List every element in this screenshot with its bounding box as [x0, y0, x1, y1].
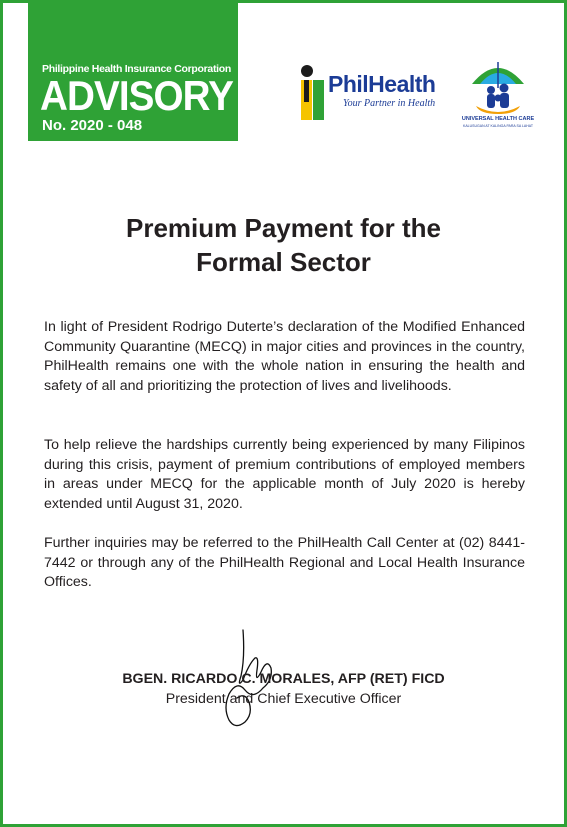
- document-title-line2: Formal Sector: [196, 247, 371, 277]
- paragraph-mecq: In light of President Rodrigo Duterte’s declaration of the Modified Enhanced Community Quarantine (MECQ) in major cities and provinces in the country, PhilHealth remains one with the whole nation in ensuring the health and safety of all and prioritizing the protection of lives and livelihoods.: [44, 319, 525, 394]
- philhealth-tagline: Your Partner in Health: [343, 98, 436, 109]
- document-title-line1: Premium Payment for the: [126, 213, 441, 243]
- philhealth-figure-icon: [298, 64, 330, 122]
- corporation-name: Philippine Health Insurance Corporation: [42, 63, 231, 75]
- paragraph-extension: To help relieve the hardships currently being experienced by many Filipinos during this crisis, payment of premium contributions of employed members in areas under MECQ for the applicable month of July 2020 is hereby extended until August 31, 2020.: [44, 437, 525, 512]
- philhealth-wordmark: PhilHealth: [328, 71, 436, 97]
- advisory-label: ADVISORY: [40, 72, 234, 119]
- paragraph-inquiries: Further inquiries may be referred to the PhilHealth Call Center at (02) 8441-7442 or through any of the PhilHealth Regional and Local Health Insurance Offices.: [44, 535, 525, 590]
- advisory-header-box: [28, 0, 238, 141]
- uhc-subtitle: KALUSUGAN AT KALINGA PARA SA LAHAT: [463, 124, 533, 128]
- philhealth-logo: [298, 62, 448, 122]
- signatory-position: President and Chief Executive Officer: [165, 691, 402, 707]
- umbrella-family-icon: [458, 58, 538, 116]
- advisory-number: No. 2020 - 048: [42, 117, 143, 134]
- signatory-name: BGEN. RICARDO C. MORALES, AFP (RET) FICD: [122, 671, 445, 687]
- uhc-name: UNIVERSAL HEALTH CARE: [461, 116, 535, 122]
- universal-health-care-logo: [458, 58, 538, 133]
